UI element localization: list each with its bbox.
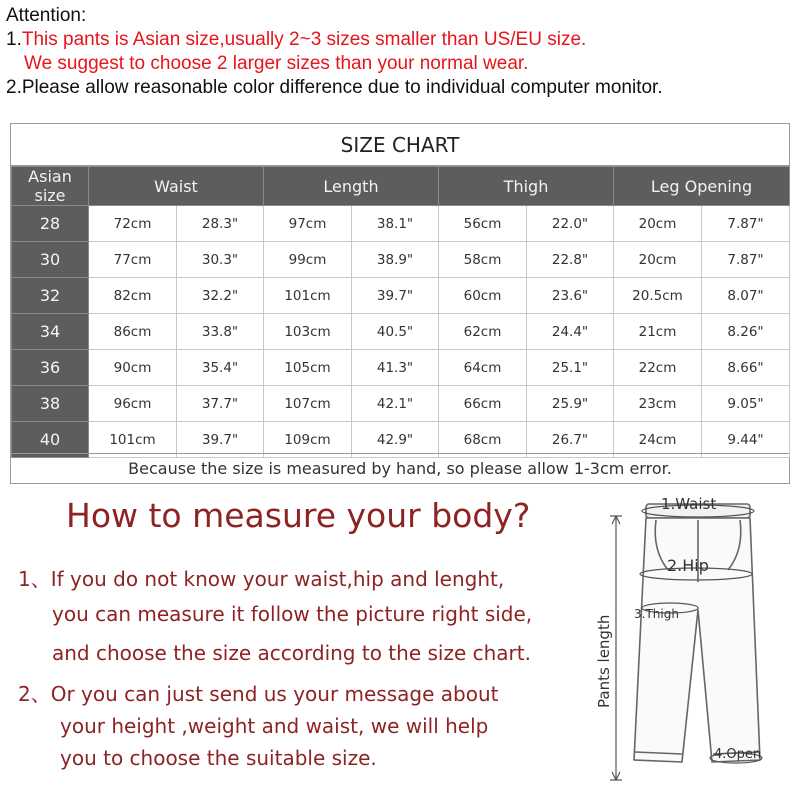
measure-cell: 7.87" [702,206,790,242]
size-chart [10,123,790,484]
measure-cell: 68cm [439,422,527,458]
measure-cell: 99cm [264,242,352,278]
size-label-cell: 40 [12,422,89,458]
size-label-cell: 28 [12,206,89,242]
howto-line-4: 2、Or you can just send us your message about [18,682,499,706]
measure-cell: 9.05" [702,386,790,422]
size-label-cell: 38 [12,386,89,422]
table-row [12,350,790,386]
measure-cell: 41.3" [352,350,439,386]
point-1-number: 1. [6,29,22,50]
measure-cell: 7.87" [702,242,790,278]
measure-cell: 38.9" [352,242,439,278]
measure-cell: 8.07" [702,278,790,314]
measure-cell: 56cm [439,206,527,242]
howto-line-5: your height ,weight and waist, we will help [60,714,489,738]
table-row [12,206,790,242]
attention-point-2: 2.Please allow reasonable color difference due to individual computer monitor. [6,77,663,98]
measure-cell: 24cm [614,422,702,458]
header-waist: Waist [89,167,264,206]
measure-cell: 62cm [439,314,527,350]
measure-cell: 22cm [614,350,702,386]
table-row [12,278,790,314]
measure-cell: 39.7" [352,278,439,314]
measure-cell: 35.4" [177,350,264,386]
measure-cell: 60cm [439,278,527,314]
table-row [12,386,790,422]
measure-cell: 8.66" [702,350,790,386]
howto-title: How to measure your body? [66,496,531,535]
measure-cell: 103cm [264,314,352,350]
label-opening: 4.Open [714,747,762,762]
howto-line-6: you to choose the suitable size. [60,746,377,770]
measure-cell: 23.6" [527,278,614,314]
measure-cell: 9.44" [702,422,790,458]
measure-cell: 28.3" [177,206,264,242]
measure-cell: 42.1" [352,386,439,422]
howto-line-3: and choose the size according to the size chart. [52,641,531,665]
howto-line-2: you can measure it follow the picture right side, [52,602,533,626]
measure-cell: 21cm [614,314,702,350]
size-label-cell: 32 [12,278,89,314]
measure-cell: 26.7" [527,422,614,458]
measure-cell: 23cm [614,386,702,422]
measure-cell: 25.9" [527,386,614,422]
measure-cell: 30.3" [177,242,264,278]
measure-cell: 82cm [89,278,177,314]
measure-cell: 105cm [264,350,352,386]
measure-cell: 66cm [439,386,527,422]
attention-point-1-sub: We suggest to choose 2 larger sizes than your normal wear. [24,53,529,74]
measure-cell: 25.1" [527,350,614,386]
measure-cell: 97cm [264,206,352,242]
header-asian-size: Asian size [12,167,89,206]
point-1-text: This pants is Asian size,usually 2~3 sizes smaller than US/EU size. [21,29,587,50]
measure-cell: 58cm [439,242,527,278]
measure-cell: 22.0" [527,206,614,242]
measure-cell: 90cm [89,350,177,386]
measure-cell: 101cm [89,422,177,458]
pants-outline-icon [634,504,760,762]
measure-cell: 64cm [439,350,527,386]
attention-notice [6,4,796,100]
measure-cell: 38.1" [352,206,439,242]
size-chart-footer: Because the size is measured by hand, so please allow 1-3cm error. [11,453,789,483]
howto-line-1: 1、If you do not know your waist,hip and lenght, [18,567,505,591]
size-label-cell: 34 [12,314,89,350]
size-table-header [12,167,790,206]
measure-cell: 107cm [264,386,352,422]
measure-cell: 86cm [89,314,177,350]
measure-cell: 40.5" [352,314,439,350]
measure-cell: 101cm [264,278,352,314]
measure-cell: 72cm [89,206,177,242]
measure-cell: 77cm [89,242,177,278]
measure-cell: 39.7" [177,422,264,458]
measure-cell: 22.8" [527,242,614,278]
table-row [12,242,790,278]
table-row [12,314,790,350]
header-leg-opening: Leg Opening [614,167,790,206]
measure-cell: 8.26" [702,314,790,350]
measure-cell: 20cm [614,242,702,278]
size-chart-title: SIZE CHART [11,124,789,166]
label-waist: 1.Waist [661,495,717,513]
size-label-cell: 30 [12,242,89,278]
label-pants-length: Pants length [595,614,613,708]
label-hip: 2.Hip [667,556,709,575]
size-label-cell: 36 [12,350,89,386]
measure-cell: 42.9" [352,422,439,458]
header-length: Length [264,167,439,206]
attention-heading: Attention: [6,5,87,26]
measure-cell: 24.4" [527,314,614,350]
attention-point-1 [6,28,796,52]
measure-cell: 109cm [264,422,352,458]
measure-cell: 32.2" [177,278,264,314]
measure-cell: 96cm [89,386,177,422]
size-table [11,166,790,458]
label-thigh: 3.Thigh [634,607,679,621]
pants-measure-diagram [590,490,790,790]
measure-cell: 37.7" [177,386,264,422]
measure-cell: 33.8" [177,314,264,350]
measure-cell: 20cm [614,206,702,242]
measure-cell: 20.5cm [614,278,702,314]
header-thigh: Thigh [439,167,614,206]
